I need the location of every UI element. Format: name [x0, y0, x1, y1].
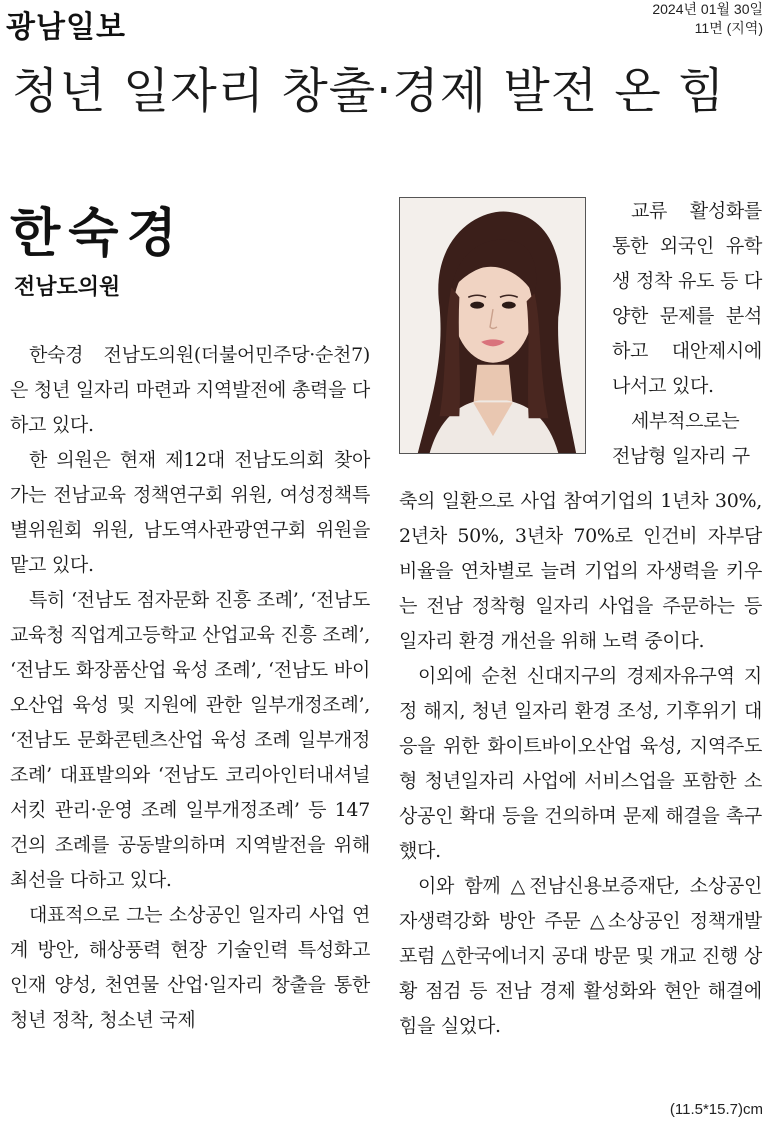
person-title: 전남도의원	[14, 275, 121, 300]
article-paragraph: 대표적으로 그는 소상공인 일자리 사업 연계 방안, 해상풍력 현장 기술인력 특성화고 인재 양성, 천연물 산업·일자리 창출을 통한 청년 정착, 청소년 국제	[10, 904, 370, 1031]
person-name: 한숙경	[10, 203, 185, 264]
newspaper-name: 광남일보	[6, 10, 126, 45]
article-paragraph: 특히 ‘전남도 점자문화 진흥 조례’, ‘전남도교육청 직업계고등학교 산업교육 진흥 조례’, ‘전남도 화장품산업 육성 조례’, ‘전남도 바이오산업 육성 및 지원에 관한 일부개정조례’, ‘전남도 문화콘텐츠산업 육성 조례 일부개정조례’ 대표발의와 ‘전남도 코리아인터내셔널서킷 관리·운영 조례 일부개정조례’ 등 147건의 조례를 공동발의하며 지역발전을 위해 최선을 다하고 있다.	[10, 589, 370, 891]
article-column-right	[399, 484, 762, 1044]
article-paragraph: 교류 활성화를 통한 외국인 유학생 정착 유도 등 다양한 문제를 분석하고 대안제시에 나서고 있다.	[612, 200, 762, 397]
article-paragraph: 한 의원은 현재 제12대 전남도의회 찾아가는 전남교육 정책연구회 위원, 여성정책특별위원회 위원, 남도역사관광연구회 위원을 맡고 있다.	[10, 449, 370, 576]
portrait-illustration	[400, 198, 585, 453]
article-paragraph: 세부적으로는 전남형 일자리 구	[612, 410, 750, 467]
article-headline: 청년 일자리 창출·경제 발전 온 힘	[12, 63, 726, 119]
article-paragraph: 이외에 순천 신대지구의 경제자유구역 지정 해지, 청년 일자리 환경 조성, 기후위기 대응을 위한 화이트바이오산업 육성, 지역주도형 청년일자리 사업에 서비스업을 포함한 소상공인 확대 등을 건의하며 문제 해결을 촉구했다.	[399, 665, 762, 862]
page-section: 11면 (지역)	[694, 20, 763, 36]
article-paragraph: 축의 일환으로 사업 참여기업의 1년차 30%, 2년차 50%, 3년차 70%로 인건비 자부담 비율을 연차별로 늘려 기업의 자생력을 키우는 전남 정착형 일자리 사업을 주문하는 등 일자리 환경 개선을 위해 노력 중이다.	[399, 490, 762, 652]
clipping-dimensions: (11.5*15.7)cm	[669, 1101, 763, 1118]
issue-date: 2024년 01월 30일	[652, 1, 763, 17]
article-paragraph: 한숙경 전남도의원(더불어민주당·순천7)은 청년 일자리 마련과 지역발전에 총력을 다하고 있다.	[10, 344, 370, 436]
portrait-photo	[399, 197, 586, 454]
issue-meta	[652, 0, 763, 38]
article-column-right-top	[612, 194, 762, 474]
article-paragraph: 이와 함께 △전남신용보증재단, 소상공인 자생력강화 방안 주문 △소상공인 정책개발 포럼 △한국에너지 공대 방문 및 개교 진행 상황 점검 등 전남 경제 활성화와 현안 해결에 힘을 실었다.	[399, 875, 762, 1037]
article-column-left	[10, 338, 370, 1038]
